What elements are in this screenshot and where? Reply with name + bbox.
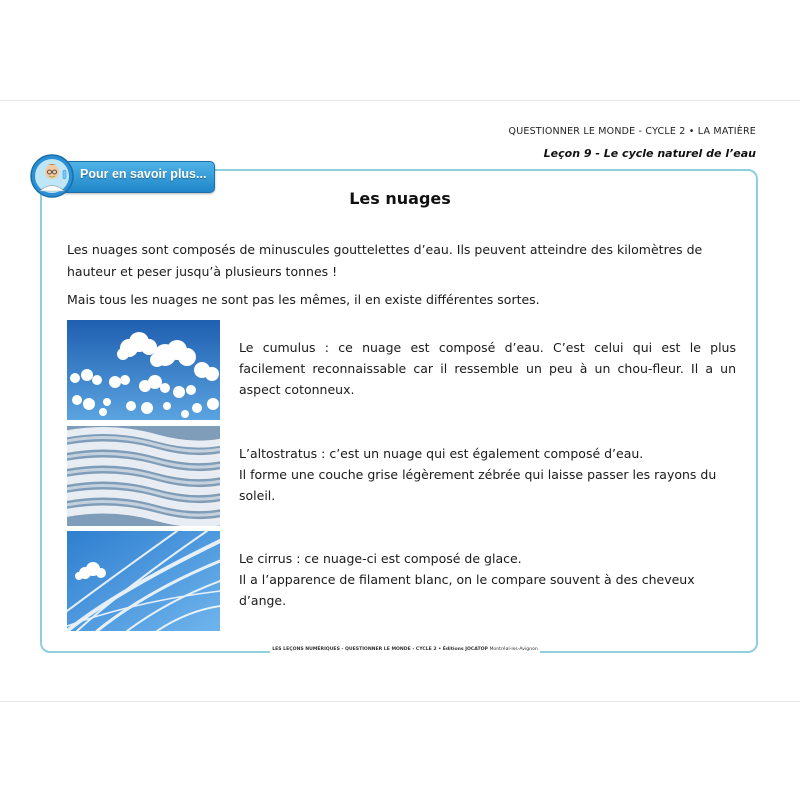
footer-place: Montréal-les-Avignon xyxy=(489,647,538,652)
cirrus-line-2: Il a l’apparence de filament blanc, on le compare souvent à des cheveux d’ange. xyxy=(239,572,695,608)
intro-paragraph-2: Mais tous les nuages ne sont pas les mêmes, il en existe différentes sortes. xyxy=(67,292,540,307)
footer-main: LES LEÇONS NUMÉRIQUES - QUESTIONNER LE MONDE - CYCLE 2 • Éditions JOCATOP xyxy=(272,647,488,652)
page-footer xyxy=(270,645,540,655)
cumulus-description: Le cumulus : ce nuage est composé d’eau. C’est celui qui est le plus facilement reconnaissable car il ressemble un peu à un chou-fleur. Il a un aspect cotonneux. xyxy=(239,340,736,397)
cirrus-line-1: Le cirrus : ce nuage-ci est composé de glace. xyxy=(239,551,522,566)
cirrus-description xyxy=(239,548,736,611)
lesson-title: Leçon 9 - Le cycle naturel de l’eau xyxy=(543,147,756,160)
altostratus-image xyxy=(67,426,220,526)
altostratus-description xyxy=(239,443,736,506)
altostratus-line-2: Il forme une couche grise légèrement zébrée qui laisse passer les rayons du soleil. xyxy=(239,467,717,503)
altostratus-line-1: L’altostratus : c’est un nuage qui est également composé d’eau. xyxy=(239,446,644,461)
badge-label: Pour en savoir plus... xyxy=(80,167,207,181)
cumulus-image xyxy=(67,320,220,420)
intro-paragraph-1: Les nuages sont composés de minuscules gouttelettes d’eau. Ils peuvent atteindre des kilomètres de hauteur et peser jusqu’à plusieurs tonnes ! xyxy=(67,242,703,279)
subject-header: QUESTIONNER LE MONDE - CYCLE 2 • LA MATIÈRE xyxy=(508,126,756,137)
cirrus-image xyxy=(67,531,220,631)
section-title: Les nuages xyxy=(349,189,451,208)
